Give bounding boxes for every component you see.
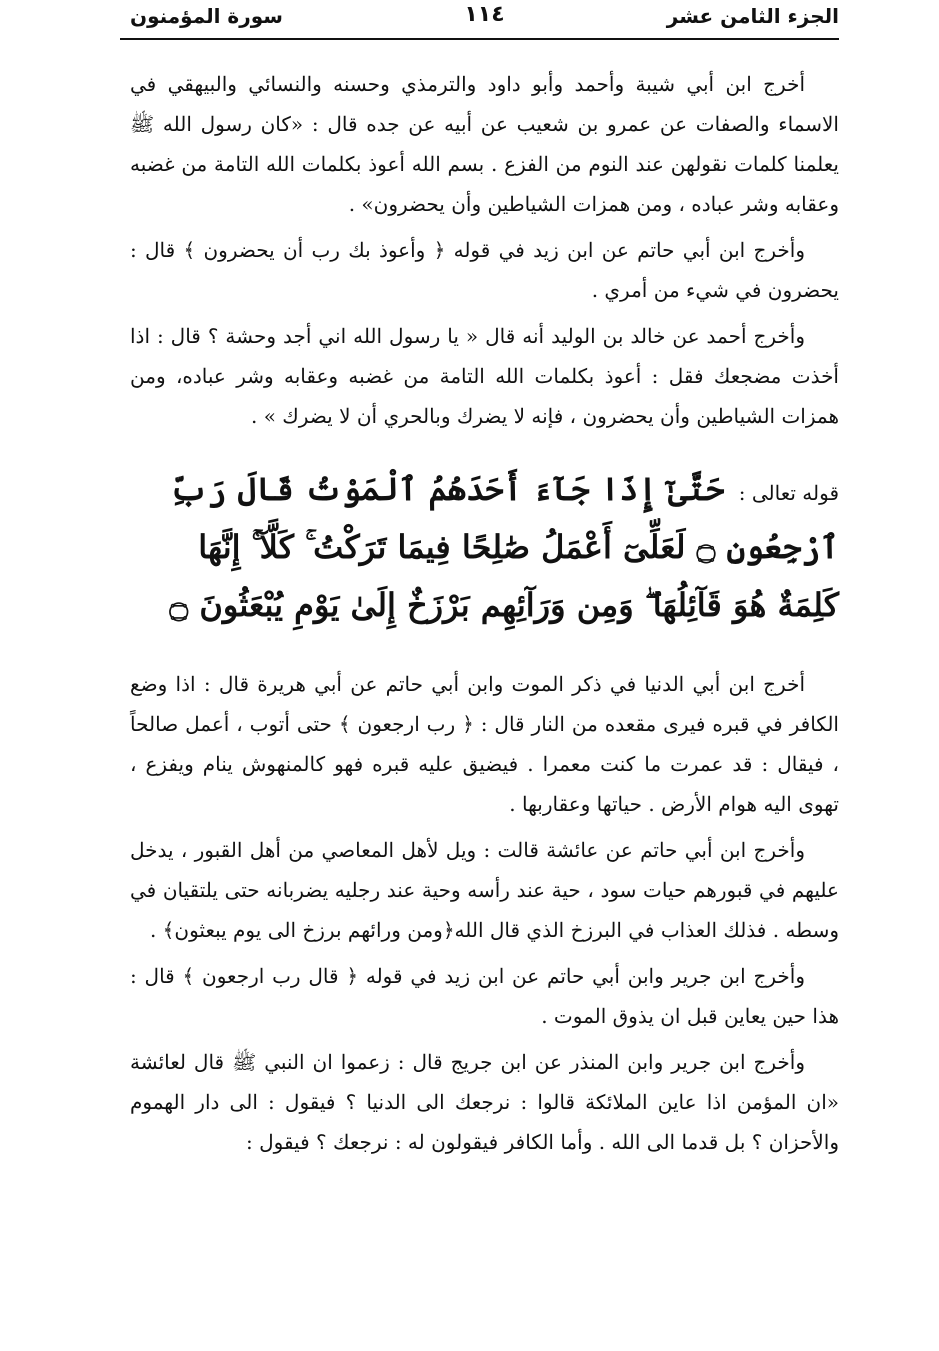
page-body [130, 64, 839, 1168]
paragraph: وأخرج ابن جرير وابن المنذر عن ابن جريج قال : زعموا ان النبي ﷺ قال لعائشة «ان المؤمن اذا عاين الملائكة قالوا : نرجعك الى الدنيا ؟ فيقول : الى دار الهموم والأحزان ؟ بل قدما الى الله . وأما الكافر فيقولون له : نرجعك ؟ فيقول : [130, 1050, 839, 1154]
verse-text: حَتَّىٰٓ إِذَا جَآءَ أَحَدَهُمُ ٱلْمَوْتُ قَالَ رَبِّ ٱرْجِعُونِ ۝ لَعَلِّىٓ أَعْمَلُ صَٰلِحًا فِيمَا تَرَكْتُ ۚ كَلَّآ ۚ إِنَّهَا كَلِمَةٌ هُوَ قَآئِلُهَا ۖ وَمِن وَرَآئِهِم بَرْزَخٌ إِلَىٰ يَوْمِ يُبْعَثُونَ ۝ [169, 470, 839, 624]
surah-title: سورة المؤمنون [130, 4, 283, 28]
paragraph: أخرج ابن أبي الدنيا في ذكر الموت وابن أبي حاتم عن أبي هريرة قال : اذا وضع الكافر في قبره فيرى مقعده من النار قال : ﴿ رب ارجعون ﴾ حتى أتوب ، أعمل صالحاً ، فيقال : قد عمرت ما كنت معمرا . فيضيق عليه قبره فهو كالمنهوش ينام ويفزع ، تهوى اليه هوام الأرض . حياتها وعقاربها . [130, 672, 839, 816]
paragraph: أخرج ابن أبي شيبة وأحمد وأبو داود والترمذي وحسنه والنسائي والبيهقي في الاسماء والصفات عن عمرو بن شعيب عن أبيه عن جده قال : «كان رسول الله ﷺ يعلمنا كلمات نقولهن عند النوم من الفزع . بسم الله أعوذ بكلمات الله التامة من غضبه وعقابه وشر عباده ، ومن همزات الشياطين وأن يحضرون» . [130, 72, 839, 216]
paragraph: وأخرج ابن أبي حاتم عن عائشة قالت : ويل لأهل المعاصي من أهل القبور ، يدخل عليهم في قبورهم حيات سود ، حية عند رأسه وحية عند رجليه يضربانه حتى يلتقيان في وسطه . فذلك العذاب في البرزخ الذي قال الله﴿ومن ورائهم برزخ الى يوم يبعثون﴾ . [130, 838, 839, 942]
part-title: الجزء الثامن عشر [666, 4, 839, 28]
page-number: ١١٤ [464, 2, 505, 27]
paragraph: وأخرج ابن جرير وابن أبي حاتم عن ابن زيد في قوله ﴿ قال رب ارجعون ﴾ قال : هذا حين يعاين قبل ان يذوق الموت . [130, 964, 839, 1028]
header-rule [120, 38, 839, 40]
running-header [130, 0, 839, 36]
paragraph: وأخرج ابن أبي حاتم عن ابن زيد في قوله ﴿ وأعوذ بك رب أن يحضرون ﴾ قال : يحضرون في شيء من أمري . [130, 238, 839, 302]
verse-label: قوله تعالى : [738, 481, 839, 505]
paragraph: وأخرج أحمد عن خالد بن الوليد أنه قال « يا رسول الله اني أجد وحشة ؟ قال : اذا أخذت مضجعك فقل : أعوذ بكلمات الله التامة من غضبه وعقابه وشر عباده، ومن همزات الشياطين وأن يحضرون ، فإنه لا يضرك وبالحري أن لا يضرك » . [130, 324, 839, 428]
quran-verse-block [130, 460, 839, 634]
